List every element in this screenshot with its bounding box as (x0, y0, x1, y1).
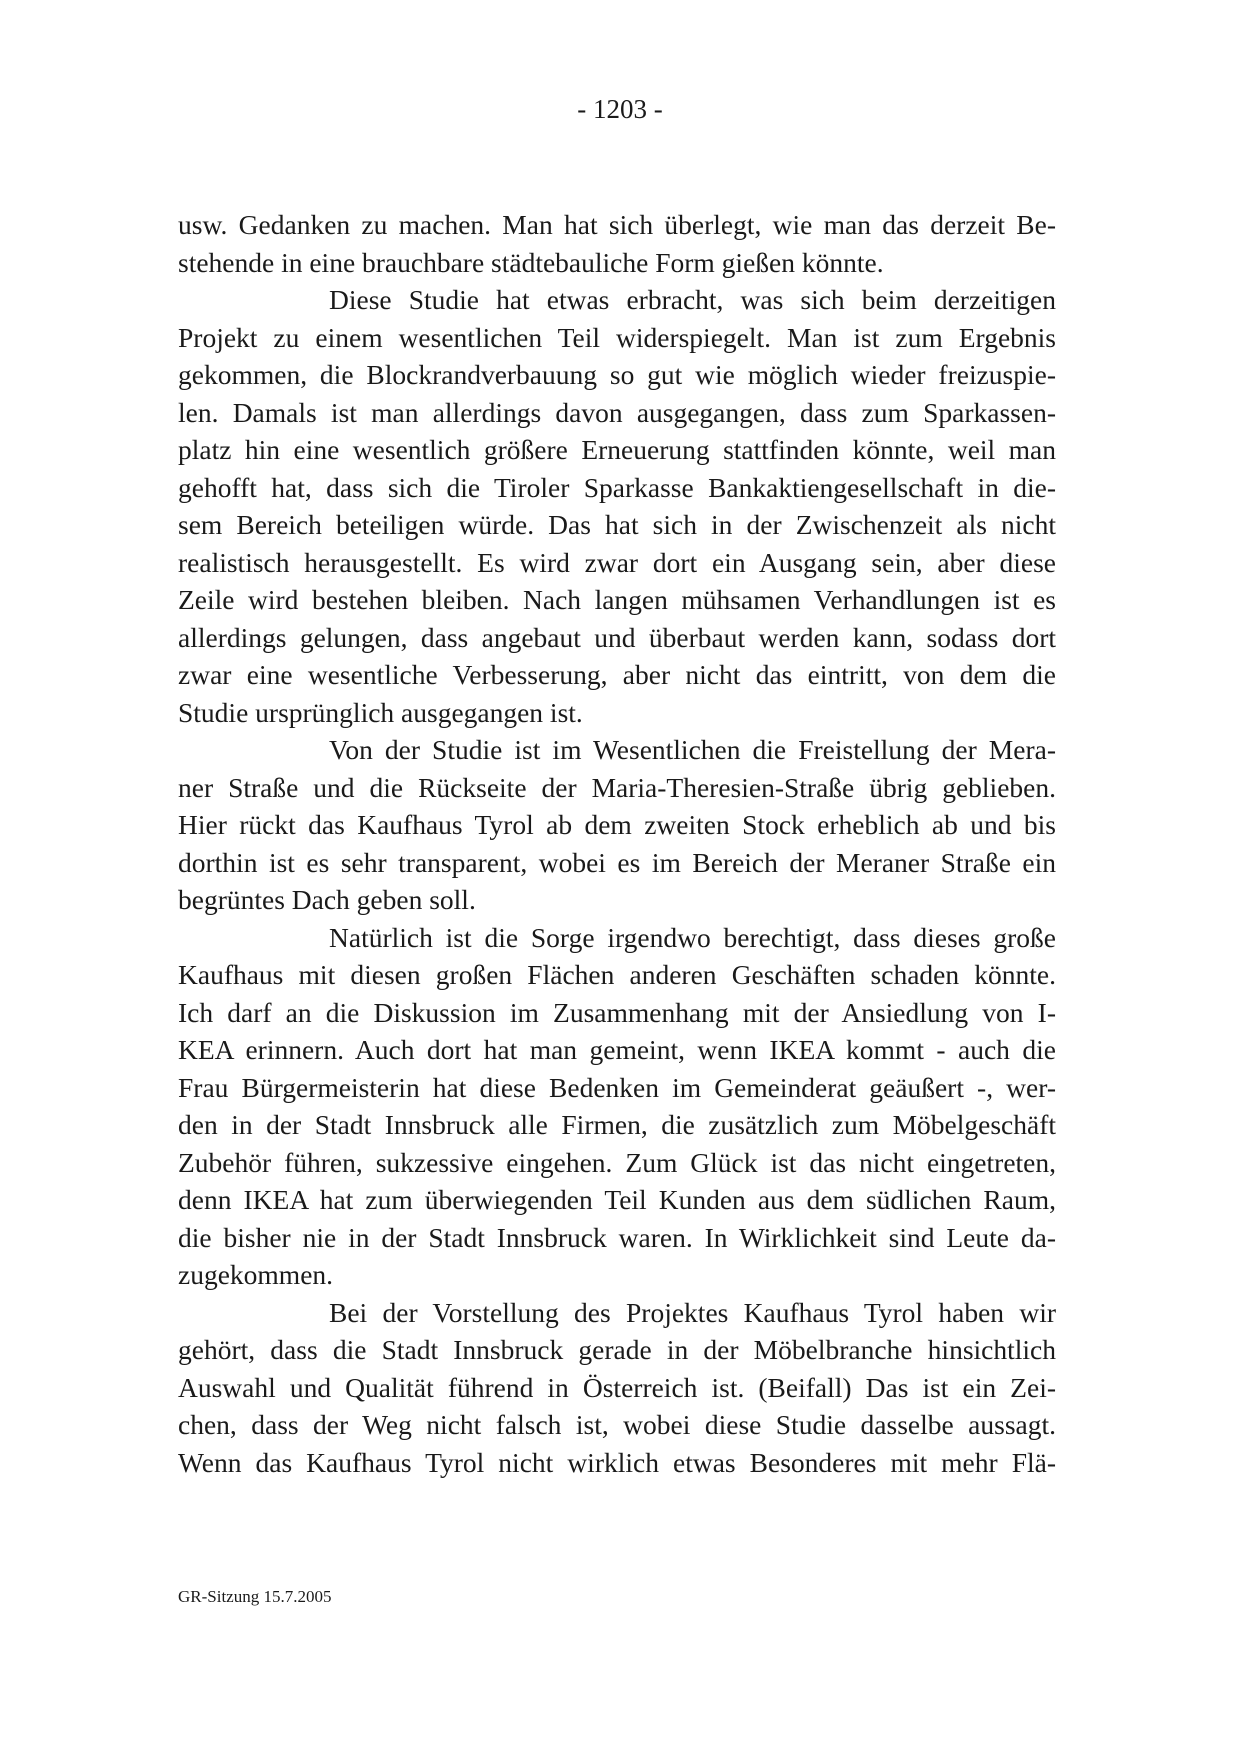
text-line: Studie ursprünglich ausgegangen ist. (178, 696, 583, 728)
text-line: Kaufhaus mit diesen großen Flächen anderen Geschäften schaden könnte. (178, 959, 1056, 990)
text-line: gehofft hat, dass sich die Tiroler Sparkasse Bankaktiengesellschaft in die- (178, 471, 1056, 503)
text-line: realistisch herausgestellt. Es wird zwar dort ein Ausgang sein, aber diese (178, 546, 1056, 578)
text-line: denn IKEA hat zum überwiegenden Teil Kunden aus dem südlichen Raum, (178, 1184, 1056, 1215)
text-line: Von der Studie ist im Wesentlichen die Freistellung der Mera- (329, 734, 1056, 765)
text-line: gekommen, die Blockrandverbauung so gut wie möglich wieder freizuspie- (178, 359, 1056, 390)
text-line: Ich darf an die Diskussion im Zusammenhang mit der Ansiedlung von I- (178, 996, 1056, 1028)
text-line: KEA erinnern. Auch dort hat man gemeint, wenn IKEA kommt - auch die (178, 1034, 1056, 1065)
text-line: len. Damals ist man allerdings davon ausgegangen, dass zum Sparkassen- (178, 396, 1056, 428)
text-line: Diese Studie hat etwas erbracht, was sich beim derzeitigen (329, 284, 1056, 315)
text-line: zugekommen. (178, 1259, 334, 1290)
text-line: die bisher nie in der Stadt Innsbruck waren. In Wirklichkeit sind Leute da- (178, 1221, 1056, 1253)
text-line: stehende in eine brauchbare städtebauliche Form gießen könnte. (178, 246, 884, 278)
footer-session-date: GR-Sitzung 15.7.2005 (178, 1587, 332, 1606)
text-line: Natürlich ist die Sorge irgendwo berechtigt, dass dieses große (329, 921, 1056, 953)
text-line: platz hin eine wesentlich größere Erneuerung stattfinden könnte, weil man (178, 434, 1056, 465)
page-number: - 1203 - (577, 94, 663, 124)
text-line: chen, dass der Weg nicht falsch ist, wobei diese Studie dasselbe aussagt. (178, 1409, 1056, 1440)
text-line: Bei der Vorstellung des Projektes Kaufhaus Tyrol haben wir (329, 1296, 1056, 1328)
text-line: den in der Stadt Innsbruck alle Firmen, die zusätzlich zum Möbelgeschäft (178, 1109, 1056, 1140)
body-text (178, 206, 1056, 1481)
text-line: dorthin ist es sehr transparent, wobei es im Bereich der Meraner Straße ein (178, 846, 1056, 878)
text-line: Frau Bürgermeisterin hat diese Bedenken im Gemeinderat geäußert -, wer- (178, 1071, 1056, 1103)
text-line: ner Straße und die Rückseite der Maria-Theresien-Straße übrig geblieben. (178, 771, 1056, 803)
text-line: Wenn das Kaufhaus Tyrol nicht wirklich etwas Besonderes mit mehr Flä- (178, 1446, 1056, 1478)
text-line: usw. Gedanken zu machen. Man hat sich überlegt, wie man das derzeit Be- (178, 209, 1056, 240)
text-line: sem Bereich beteiligen würde. Das hat sich in der Zwischenzeit als nicht (178, 509, 1056, 540)
text-line: Auswahl und Qualität führend in Österreich ist. (Beifall) Das ist ein Zei- (178, 1371, 1056, 1403)
text-line: Hier rückt das Kaufhaus Tyrol ab dem zweiten Stock erheblich ab und bis (178, 809, 1056, 840)
text-line: zwar eine wesentliche Verbesserung, aber nicht das eintritt, von dem die (178, 659, 1056, 690)
text-line: Projekt zu einem wesentlichen Teil widerspiegelt. Man ist zum Ergebnis (178, 321, 1056, 353)
text-line: Zubehör führen, sukzessive eingehen. Zum Glück ist das nicht eingetreten, (178, 1146, 1056, 1178)
text-line: gehört, dass die Stadt Innsbruck gerade in der Möbelbranche hinsichtlich (178, 1334, 1056, 1365)
text-line: Zeile wird bestehen bleiben. Nach langen mühsamen Verhandlungen ist es (178, 584, 1056, 615)
text-line: allerdings gelungen, dass angebaut und überbaut werden kann, sodass dort (178, 621, 1056, 653)
text-line: begrüntes Dach geben soll. (178, 884, 476, 915)
